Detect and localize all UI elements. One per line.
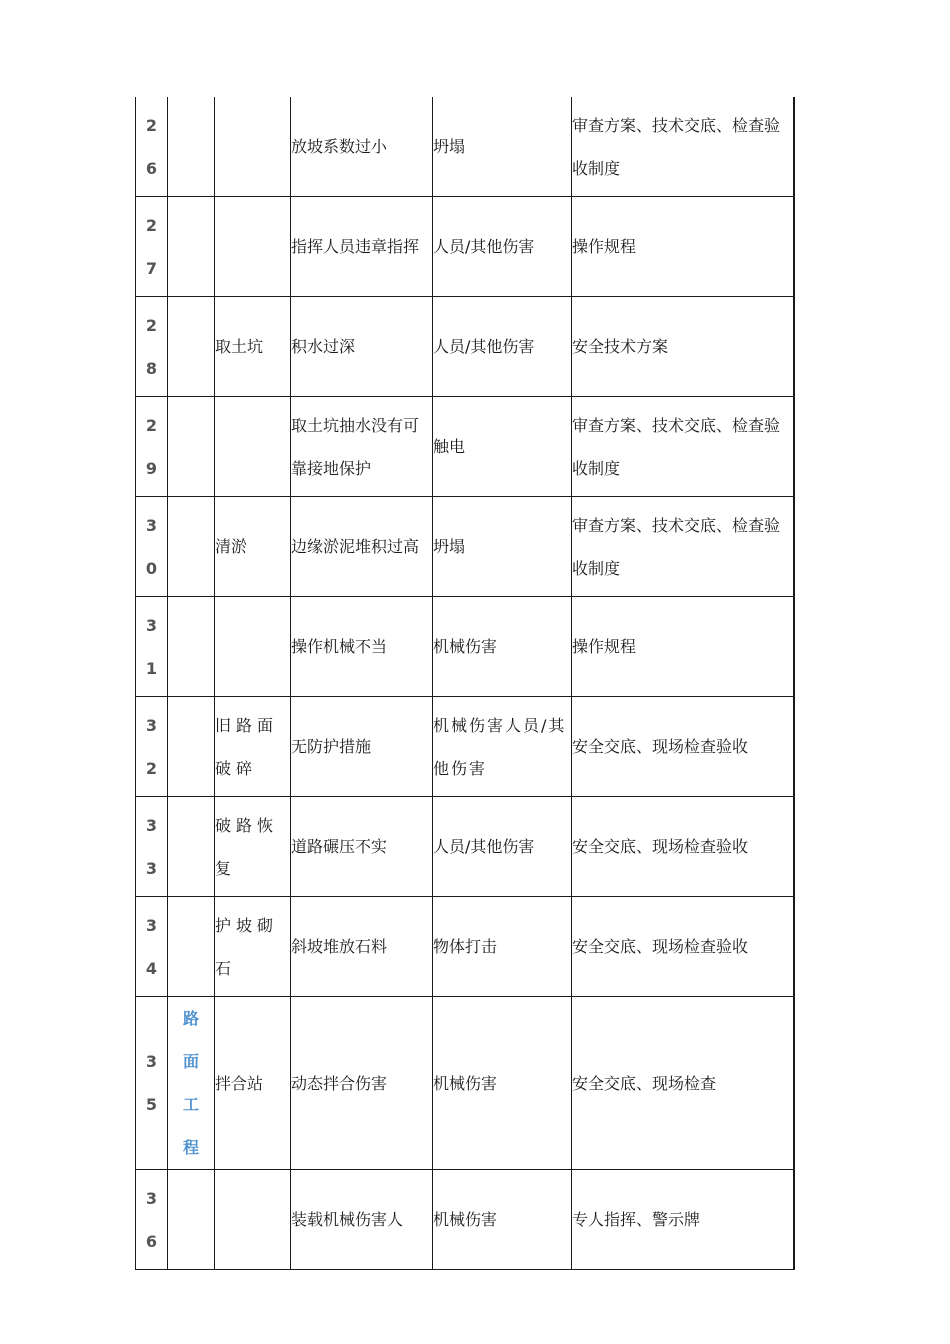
- row-number-cell: 3 5: [136, 997, 168, 1170]
- table-row: [136, 597, 794, 697]
- category-cell: [168, 97, 215, 197]
- control-measure-cell: 操作规程: [572, 197, 794, 297]
- category-cell: [168, 497, 215, 597]
- category-cell: [168, 697, 215, 797]
- control-measure-cell: 专人指挥、警示牌: [572, 1170, 794, 1270]
- control-measure-cell: 审查方案、技术交底、检查验收制度: [572, 497, 794, 597]
- row-number-cell: 3 0: [136, 497, 168, 597]
- hazard-cell: 取土坑抽水没有可靠接地保护: [291, 397, 433, 497]
- row-number-cell: 3 3: [136, 797, 168, 897]
- hazard-cell: 动态拌合伤害: [291, 997, 433, 1170]
- control-measure-cell: 审查方案、技术交底、检查验收制度: [572, 97, 794, 197]
- process-cell: 破路恢复: [215, 797, 291, 897]
- process-cell: [215, 97, 291, 197]
- table-row: [136, 497, 794, 597]
- table-row: [136, 997, 794, 1170]
- accident-type-cell: 坍塌: [433, 97, 572, 197]
- table-row: [136, 397, 794, 497]
- hazard-cell: 道路碾压不实: [291, 797, 433, 897]
- accident-type-cell: 人员/其他伤害: [433, 297, 572, 397]
- hazard-table: [135, 97, 795, 1270]
- accident-type-cell: 机械伤害: [433, 997, 572, 1170]
- table-row: [136, 797, 794, 897]
- table-row: [136, 697, 794, 797]
- control-measure-cell: 安全交底、现场检查: [572, 997, 794, 1170]
- process-cell: 护坡砌石: [215, 897, 291, 997]
- category-cell: [168, 597, 215, 697]
- category-cell: 路面工程: [168, 997, 215, 1170]
- process-cell: [215, 1170, 291, 1270]
- process-cell: 取土坑: [215, 297, 291, 397]
- control-measure-cell: 操作规程: [572, 597, 794, 697]
- accident-type-cell: 机械伤害: [433, 1170, 572, 1270]
- category-cell: [168, 397, 215, 497]
- row-number-cell: 2 7: [136, 197, 168, 297]
- process-cell: 旧路面破碎: [215, 697, 291, 797]
- hazard-cell: 装载机械伤害人: [291, 1170, 433, 1270]
- accident-type-cell: 人员/其他伤害: [433, 797, 572, 897]
- process-cell: [215, 597, 291, 697]
- process-cell: 拌合站: [215, 997, 291, 1170]
- hazard-table-body: [136, 97, 794, 1270]
- accident-type-cell: 人员/其他伤害: [433, 197, 572, 297]
- process-cell: 清淤: [215, 497, 291, 597]
- category-cell: [168, 297, 215, 397]
- process-cell: [215, 397, 291, 497]
- hazard-cell: 无防护措施: [291, 697, 433, 797]
- hazard-cell: 指挥人员违章指挥: [291, 197, 433, 297]
- table-row: [136, 97, 794, 197]
- table-row: [136, 197, 794, 297]
- accident-type-cell: 机械伤害人员/其他伤害: [433, 697, 572, 797]
- row-number-cell: 3 4: [136, 897, 168, 997]
- row-number-cell: 2 9: [136, 397, 168, 497]
- accident-type-cell: 坍塌: [433, 497, 572, 597]
- row-number-cell: 3 6: [136, 1170, 168, 1270]
- accident-type-cell: 触电: [433, 397, 572, 497]
- hazard-cell: 边缘淤泥堆积过高: [291, 497, 433, 597]
- accident-type-cell: 物体打击: [433, 897, 572, 997]
- hazard-cell: 放坡系数过小: [291, 97, 433, 197]
- control-measure-cell: 安全交底、现场检查验收: [572, 797, 794, 897]
- control-measure-cell: 审查方案、技术交底、检查验收制度: [572, 397, 794, 497]
- row-number-cell: 3 1: [136, 597, 168, 697]
- category-cell: [168, 897, 215, 997]
- table-row: [136, 897, 794, 997]
- category-cell: [168, 197, 215, 297]
- hazard-cell: 斜坡堆放石料: [291, 897, 433, 997]
- row-number-cell: 3 2: [136, 697, 168, 797]
- table-row: [136, 297, 794, 397]
- control-measure-cell: 安全交底、现场检查验收: [572, 697, 794, 797]
- control-measure-cell: 安全技术方案: [572, 297, 794, 397]
- row-number-cell: 2 6: [136, 97, 168, 197]
- hazard-cell: 积水过深: [291, 297, 433, 397]
- process-cell: [215, 197, 291, 297]
- accident-type-cell: 机械伤害: [433, 597, 572, 697]
- hazard-cell: 操作机械不当: [291, 597, 433, 697]
- control-measure-cell: 安全交底、现场检查验收: [572, 897, 794, 997]
- row-number-cell: 2 8: [136, 297, 168, 397]
- category-cell: [168, 797, 215, 897]
- table-row: [136, 1170, 794, 1270]
- category-cell: [168, 1170, 215, 1270]
